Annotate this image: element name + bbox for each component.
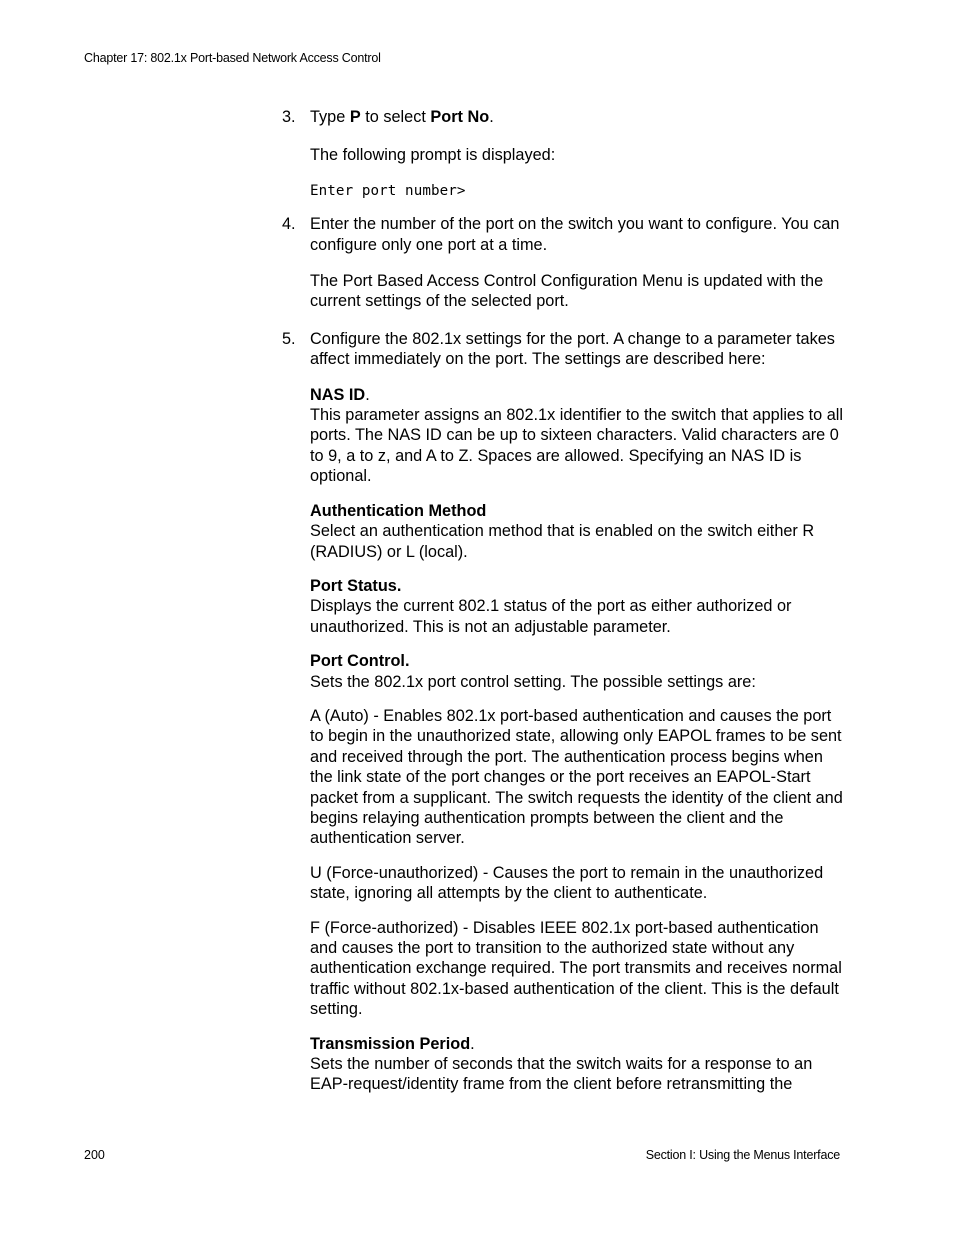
step-number: 3. bbox=[282, 108, 296, 126]
step-number: 5. bbox=[282, 329, 296, 348]
step-5 bbox=[280, 329, 845, 1095]
step-text bbox=[310, 107, 845, 127]
setting-force-authorized: F (Force-authorized) - Disables IEEE 802.1x port-based authentication and causes the port to transition to the authorized state without any authentication exchange required. The port transmits and receives normal traffic without 802.1x-based authentication of the client. This is the default setting. bbox=[310, 918, 842, 1019]
param-desc: Select an authentication method that is enabled on the switch either R (RADIUS) or L (local). bbox=[310, 522, 815, 561]
setting-auto: A (Auto) - Enables 802.1x port-based authentication and causes the port to begin in the unauthorized state, allowing only EAPOL frames to be sent and received through the port. The authentication process begins when the link state of the port changes or the port receives an EAPOL-Start packet from a supplicant. The switch requests the identity of the client and begins relaying authentication prompts between the client and the authentication server. bbox=[310, 706, 843, 848]
step-text: Enter the number of the port on the switch you want to configure. You can configure only one port at a time. bbox=[310, 215, 840, 254]
param-title-text: Authentication Method bbox=[310, 501, 487, 520]
step-text: Configure the 802.1x settings for the port. A change to a parameter takes affect immediately on the port. The settings are described here: bbox=[310, 329, 835, 369]
param-nas-id bbox=[310, 385, 845, 487]
step-followup: The Port Based Access Control Configuration Menu is updated with the current settings of the selected port. bbox=[310, 272, 824, 311]
step-number: 4. bbox=[282, 215, 296, 234]
page-number: 200 bbox=[84, 1148, 105, 1162]
param-desc: Sets the number of seconds that the switch waits for a response to an EAP-request/identity frame from the client before retransmitting the bbox=[310, 1055, 813, 1094]
step-text-part: to select bbox=[360, 108, 431, 126]
param-title bbox=[310, 501, 845, 521]
param-title-text: Port Control. bbox=[310, 652, 410, 671]
prompt-intro: The following prompt is displayed: bbox=[310, 146, 556, 165]
footer-section: Section I: Using the Menus Interface bbox=[645, 1148, 840, 1162]
param-title-text: NAS ID bbox=[310, 385, 366, 404]
param-transmission-period bbox=[310, 1034, 845, 1095]
param-port-control bbox=[310, 651, 845, 1020]
step-3 bbox=[280, 107, 845, 201]
param-title bbox=[310, 576, 845, 596]
page-body bbox=[280, 107, 845, 1095]
step-text-part: Type bbox=[310, 108, 350, 126]
param-title-suffix: . bbox=[470, 1034, 475, 1053]
param-title bbox=[310, 385, 845, 405]
param-title-text: Port Status. bbox=[310, 576, 402, 595]
param-title bbox=[310, 651, 845, 671]
param-title-text: Transmission Period bbox=[310, 1034, 471, 1053]
setting-force-unauthorized: U (Force-unauthorized) - Causes the port to remain in the unauthorized state, ignoring all attempts by the client to authenticate. bbox=[310, 863, 824, 903]
key-name: P bbox=[349, 108, 361, 126]
param-auth-method bbox=[310, 501, 845, 562]
step-4 bbox=[280, 214, 845, 312]
param-title bbox=[310, 1034, 845, 1054]
param-desc: Displays the current 802.1 status of the port as either authorized or unauthorized. This is not an adjustable parameter. bbox=[310, 597, 792, 636]
option-name: Port No bbox=[430, 108, 490, 126]
param-desc: This parameter assigns an 802.1x identifier to the switch that applies to all ports. The NAS ID can be up to sixteen characters. Valid characters are 0 to 9, a to z, and A to Z. Spaces are allowed. Specifying an NAS ID is optional. bbox=[310, 406, 844, 486]
step-text-part: . bbox=[489, 108, 494, 126]
param-desc: Sets the 802.1x port control setting. The possible settings are: bbox=[310, 672, 756, 691]
param-port-status bbox=[310, 576, 845, 637]
param-title-suffix: . bbox=[365, 385, 370, 404]
prompt-code: Enter port number> bbox=[310, 182, 466, 199]
running-head: Chapter 17: 802.1x Port-based Network Access Control bbox=[84, 51, 381, 65]
